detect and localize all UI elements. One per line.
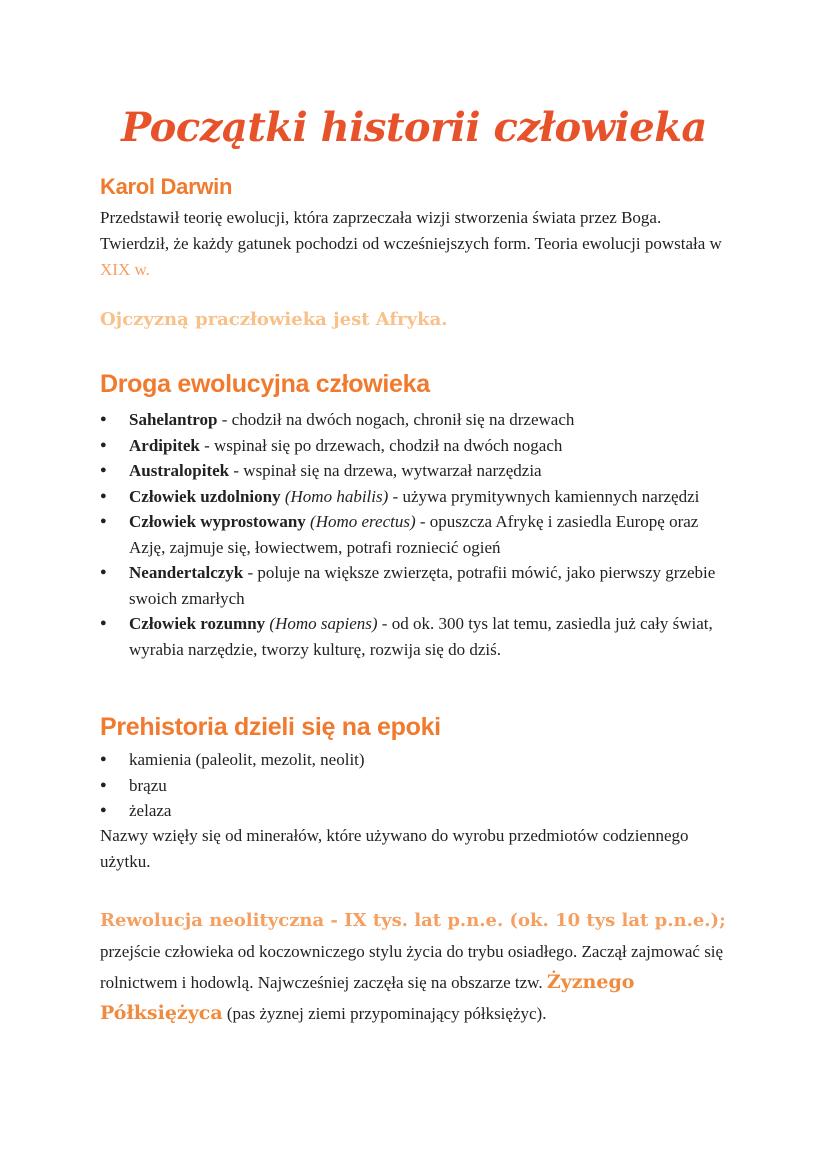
evolution-heading: Droga ewolucyjna człowieka: [100, 370, 430, 398]
species-latin-name: (Homo sapiens): [265, 614, 378, 633]
evolution-item: [100, 611, 720, 662]
species-description: - wspinał się po drzewach, chodził na dwóch nogach: [199, 435, 563, 455]
species-name: Australopitek: [129, 461, 230, 480]
revolution-paragraph: [100, 905, 730, 1029]
species-description: - wspinał się na drzewa, wytwarzał narzędzia: [229, 461, 542, 480]
darwin-century: XIX w.: [100, 260, 150, 279]
species-name: Ardipitek: [129, 435, 200, 455]
darwin-paragraph: [100, 205, 730, 283]
species-name: Człowiek uzdolniony: [129, 486, 281, 506]
epoch-item: ● kamienia (paleolit, mezolit, neolit): [100, 747, 720, 773]
epoch-item: ● brązu: [100, 773, 720, 799]
page-title: Początki historii człowieka: [121, 104, 707, 151]
species-description: - chodził na dwóch nogach, chronił się na drzewach: [217, 410, 575, 429]
evolution-item: [100, 407, 720, 433]
species-description: - opuszcza Afrykę i zasiedla Europę oraz Azję, zajmuje się, łowiectwem, potrafi rozniecić ogień: [129, 512, 699, 557]
evolution-item: [100, 458, 720, 484]
darwin-text: Przedstawił teorię ewolucji, która zaprzeczała wizji stworzenia świata przez Boga. Twierdził, że każdy gatunek pochodzi od wcześniejszych form. Teoria ewolucji powstała w: [100, 208, 722, 253]
species-description: - używa prymitywnych kamiennych narzędzi: [388, 486, 700, 506]
species-latin-name: (Homo erectus): [305, 512, 416, 531]
evolution-item: [100, 433, 720, 459]
species-description: - od ok. 300 tys lat temu, zasiedla już cały świat, wyrabia narzędzie, tworzy kulturę, rozwija się do dziś.: [129, 614, 713, 659]
evolution-item: [100, 484, 720, 510]
species-name: Człowiek rozumny: [129, 614, 266, 633]
epoch-list: [100, 747, 720, 824]
homeland-statement: Ojczyzną praczłowieka jest Afryka.: [100, 309, 448, 330]
revolution-text: przejście człowieka od koczowniczego stylu życia do trybu osiadłego. Zaczął zajmować się rolnictwem i hodowlą. Najwcześniej zaczęła się na obszarze tzw.: [100, 942, 724, 992]
species-description: - poluje na większe zwierzęta, potrafii mówić, jako pierwszy grzebie swoich zmarłych: [129, 563, 716, 608]
species-name: Człowiek wyprostowany: [129, 512, 306, 531]
fertile-crescent-note: (pas żyznej ziemi przypominający półksiężyc).: [222, 1004, 547, 1023]
darwin-heading: Karol Darwin: [100, 174, 233, 199]
species-latin-name: (Homo habilis): [280, 486, 389, 506]
species-name: Neandertalczyk: [129, 563, 244, 582]
epoch-item: ● żelaza: [100, 798, 720, 824]
prehistory-heading: Prehistoria dzieli się na epoki: [100, 713, 441, 741]
evolution-list: [100, 407, 720, 662]
evolution-item: [100, 509, 720, 560]
evolution-item: [100, 560, 720, 611]
prehistory-note: Nazwy wzięły się od minerałów, które używano do wyrobu przedmiotów codziennego użytku.: [100, 826, 689, 871]
revolution-heading: Rewolucja neolityczna - IX tys. lat p.n.e. (ok. 10 tys lat p.n.e.);: [100, 910, 726, 931]
fertile-crescent: Żyznego Półksiężyca: [100, 971, 635, 1024]
species-name: Sahelantrop: [129, 410, 218, 429]
